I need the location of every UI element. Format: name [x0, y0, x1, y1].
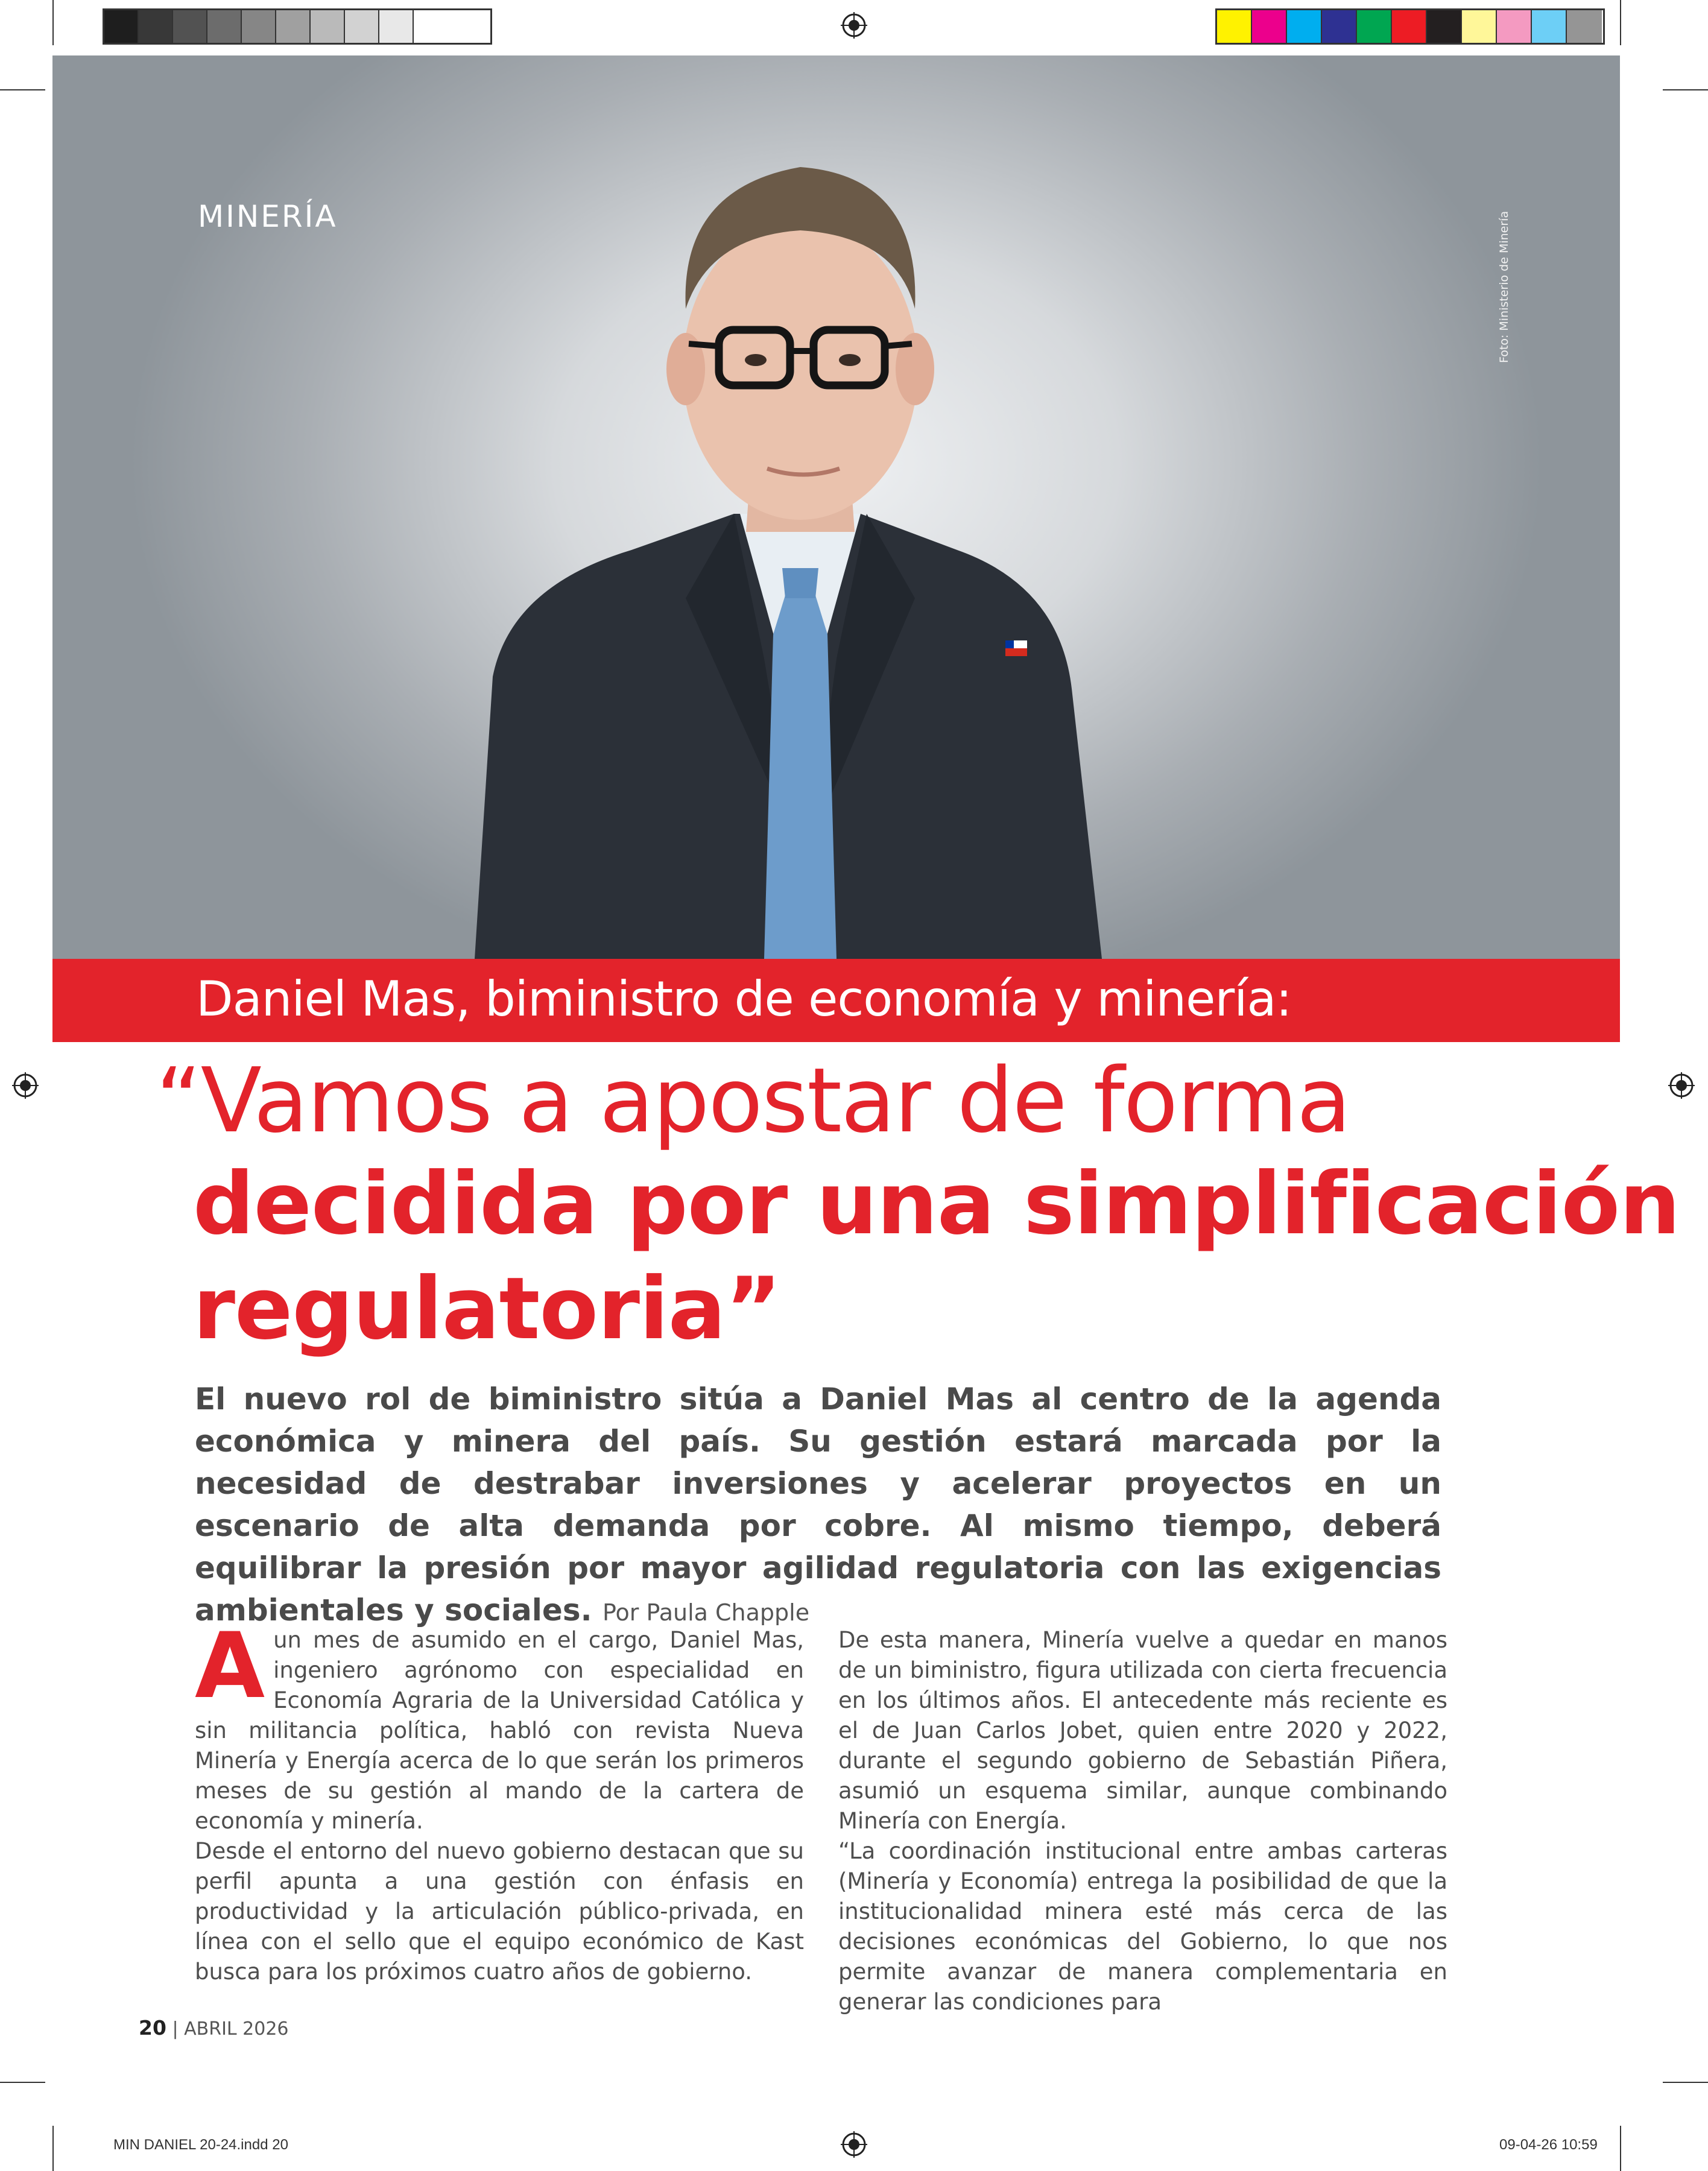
- crop-mark: [1620, 0, 1621, 45]
- headline: [156, 1049, 1680, 1362]
- body-column-left: [195, 1614, 804, 1987]
- kicker-banner: [52, 959, 1620, 1042]
- page-folio: [139, 2016, 289, 2040]
- gray-swatch: [345, 10, 379, 43]
- byline: Por Paula Chapple: [603, 1599, 810, 1626]
- portrait-photo: [52, 55, 1620, 959]
- gray-swatch: [139, 10, 173, 43]
- body-paragraph: De esta manera, Minería vuelve a quedar en manos de un biministro, figura utilizada con cierta frecuencia en los últimos años. El antecedente más reciente es el de Juan Carlos Jobet, quien entre 2020 y 2022, durante el segundo gobierno de Sebastián Piñera, asumió un esquema similar, aunque combinando Minería con Energía.: [838, 1627, 1447, 1834]
- color-swatch: [1497, 10, 1532, 43]
- crop-mark: [1663, 89, 1708, 90]
- body-column-right: [838, 1625, 1447, 2017]
- headline-line-2: decidida por una simplificación: [193, 1154, 1680, 1254]
- headline-line-1: “Vamos a apostar de forma: [156, 1049, 1350, 1152]
- color-swatch: [1252, 10, 1287, 43]
- gray-swatch: [242, 10, 276, 43]
- color-swatch: [1322, 10, 1357, 43]
- crop-mark: [52, 2126, 54, 2171]
- color-swatch: [1567, 10, 1602, 43]
- lead-text: El nuevo rol de biministro sitúa a Daniel Mas al centro de la agenda económica y minera del país. Su gestión estará marcada por la necesidad de destrabar inversiones y acelerar proyectos en un escenario de alta demanda por cobre. Al mismo tiempo, deberá equilibrar la presión por mayor agilidad regulatoria con las exigencias ambientales y sociales.: [195, 1382, 1441, 1628]
- lead-paragraph: [195, 1378, 1441, 1634]
- crop-mark: [1663, 2082, 1708, 2083]
- crop-mark: [1620, 2126, 1621, 2171]
- color-calibration-bar: [1215, 8, 1605, 45]
- color-swatch: [1357, 10, 1392, 43]
- registration-mark-icon: [12, 1072, 39, 1099]
- grayscale-calibration-bar: [103, 8, 492, 45]
- gray-swatch: [104, 10, 139, 43]
- gray-swatch: [173, 10, 207, 43]
- body-text: un mes de asumido en el cargo, Daniel Mas, ingeniero agrónomo con especialidad en Economía Agraria de la Universidad Católica y sin militancia política, habló con revista Nueva Minería y Energía acerca de lo que serán los primeros meses de su gestión al mando de la cartera de economía y minería.: [195, 1627, 804, 1834]
- gray-swatch: [414, 10, 448, 43]
- issue-date: | ABRIL 2026: [172, 2018, 289, 2040]
- slug-filename: MIN DANIEL 20-24.indd 20: [113, 2137, 288, 2153]
- color-swatch: [1462, 10, 1497, 43]
- registration-mark-icon: [841, 12, 867, 39]
- color-swatch: [1532, 10, 1567, 43]
- page-number: 20: [139, 2016, 166, 2040]
- gray-swatch: [311, 10, 345, 43]
- color-swatch: [1427, 10, 1462, 43]
- crop-mark: [0, 89, 45, 90]
- color-swatch: [1287, 10, 1322, 43]
- gray-swatch: [276, 10, 311, 43]
- portrait-figure: [52, 55, 1620, 959]
- gray-swatch: [379, 10, 414, 43]
- body-paragraph: Desde el entorno del nuevo gobierno destacan que su perfil apunta a una gestión con énfasis en productividad y la articulación público-privada, en línea con el sello que el equipo económico de Kast busca para los próximos cuatro años de gobierno.: [195, 1838, 804, 1985]
- kicker-text: Daniel Mas, biministro de economía y minería:: [196, 971, 1292, 1027]
- registration-mark-icon: [841, 2131, 867, 2158]
- crop-mark: [0, 2082, 45, 2083]
- registration-mark-icon: [1668, 1072, 1695, 1099]
- slug-timestamp: 09-04-26 10:59: [1499, 2137, 1598, 2153]
- drop-cap: A: [195, 1614, 265, 1719]
- section-label: MINERÍA: [198, 199, 338, 234]
- photo-credit: Foto: Ministerio de Minería: [1498, 210, 1511, 363]
- headline-line-3: regulatoria”: [193, 1259, 781, 1359]
- body-paragraph: “La coordinación institucional entre ambas carteras (Minería y Economía) entrega la posibilidad de que la institucionalidad minera esté más cerca de las decisiones económicas del Gobierno, lo que nos permite avanzar de manera complementaria en generar las condiciones para: [838, 1838, 1447, 2015]
- gray-swatch: [207, 10, 242, 43]
- crop-mark: [52, 0, 54, 45]
- body-paragraph: [195, 1614, 804, 1836]
- color-swatch: [1392, 10, 1427, 43]
- color-swatch: [1217, 10, 1252, 43]
